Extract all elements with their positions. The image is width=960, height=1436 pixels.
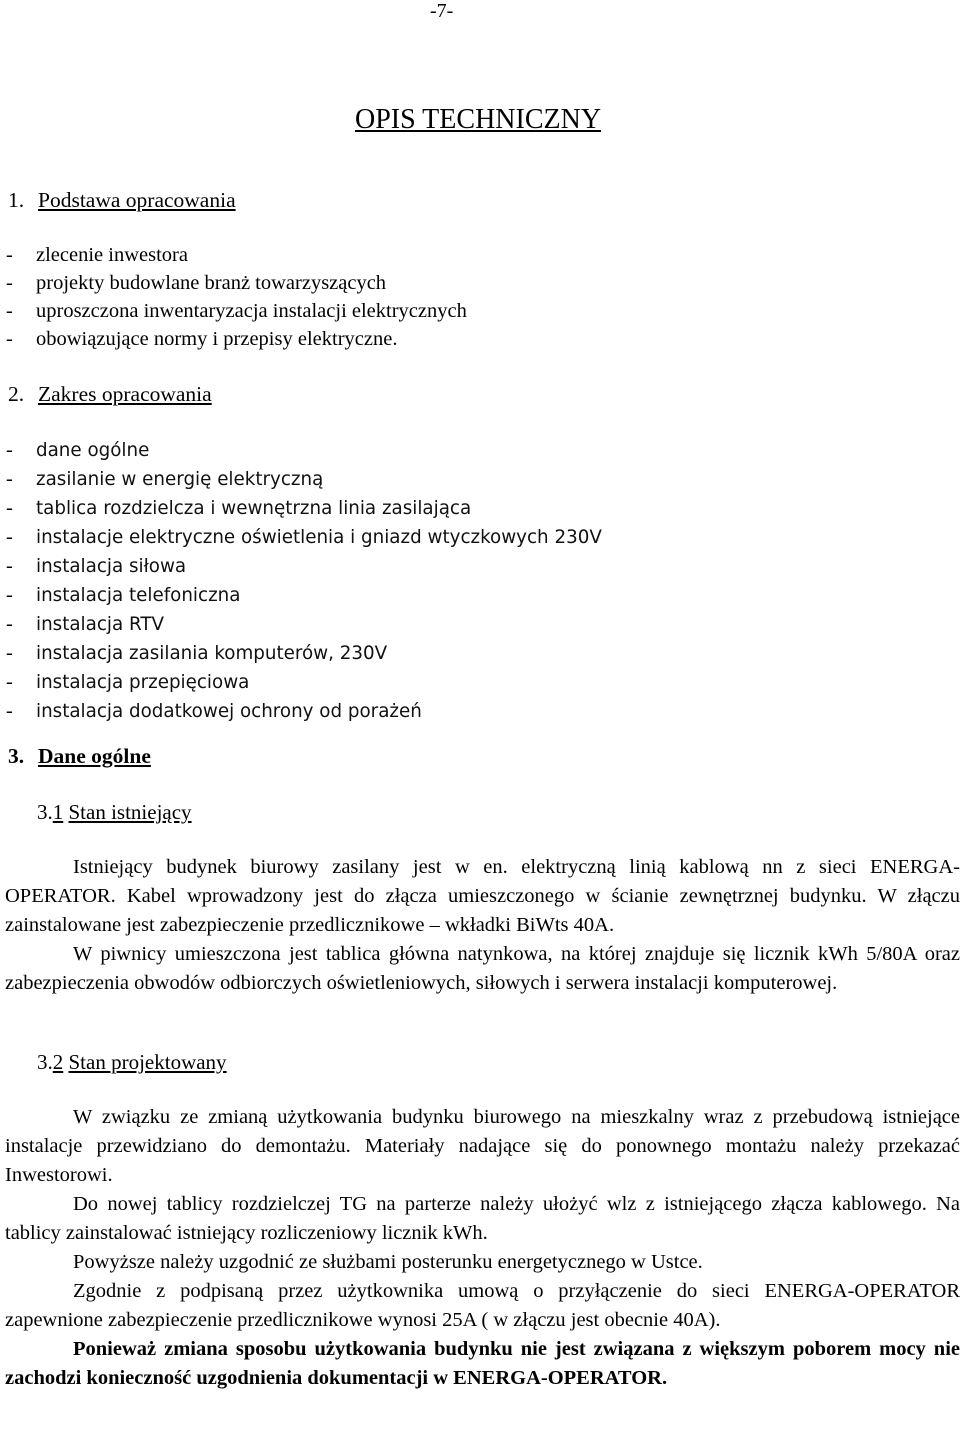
list-item: - instalacja przepięciowa [6,671,250,693]
page-number: -7- [430,0,454,22]
list-item: - dane ogólne [6,439,150,461]
document-title: OPIS TECHNICZNY [355,104,602,135]
section-1-list [5,241,467,353]
list-item: - instalacje elektryczne oświetlenia i gniazd wtyczkowych 230V [6,526,602,548]
list-item: - instalacja zasilania komputerów, 230V [6,642,388,664]
section-1-heading [8,186,236,215]
list-item: - instalacja telefoniczna [6,584,241,606]
section-1-number: 1. [8,188,25,212]
section-3-number: 3. [8,744,25,768]
paragraph: Istniejący budynek biurowy zasilany jest w en. elektryczną linią kablową nn z sieci ENERGA-OPERATOR. Kabel wprowadzony jest do złącza umieszczonego w ścianie zewnętrznej budynku. W złączu zainstalowane jest zabezpieczenie przedlicznikowe – wkładki BiWts 40A. [5,856,960,936]
list-item: - zasilanie w energię elektryczną [6,468,324,490]
paragraph: Do nowej tablicy rozdzielczej TG na parterze należy ułożyć wlz z istniejącego złącza kablowego. Na tablicy zainstalować istniejący rozliczeniowy licznik kWh. [5,1193,960,1244]
list-item: - zlecenie inwestora [6,244,188,266]
subsection-3-2-title: Stan projektowany [68,1050,227,1074]
paragraph: W piwnicy umieszczona jest tablica główna natynkowa, na której znajduje się licznik kWh 5/80A oraz zabezpieczenia obwodów odbiorczych oświetleniowych, siłowych i serwera instalacji komputerowej. [5,943,960,994]
paragraph: Zgodnie z podpisaną przez użytkownika umową o przyłączenie do sieci ENERGA-OPERATOR zapewnione zabezpieczenie przedlicznikowe wynosi 25A ( w złączu jest obecnie 40A). [5,1280,960,1331]
section-2-list [5,436,602,726]
section-2-number: 2. [8,382,25,406]
subsection-3-1-heading: 3.1 Stan istniejący [37,800,192,824]
list-item: - projekty budowlane branż towarzyszących [6,272,387,294]
paragraph: Powyższe należy uzgodnić ze służbami posterunku energetycznego w Ustce. [73,1251,703,1273]
paragraph: W związku ze zmianą użytkowania budynku biurowego na mieszkalny wraz z przebudową istniejące instalacje przewidziano do demontażu. Materiały nadające się do ponownego montażu należy przekazać Inwestorowi. [5,1106,960,1186]
section-2-title: Zakres opracowania [38,382,212,406]
subsection-3-2-body [5,1103,960,1393]
section-3-heading [8,742,151,771]
bold-note-paragraph: Ponieważ zmiana sposobu użytkowania budynku nie jest związana z większym poborem mocy nie zachodzi konieczność uzgodnienia dokumentacji w ENERGA-OPERATOR. [5,1338,960,1389]
list-item: - obowiązujące normy i przepisy elektryczne. [6,328,398,350]
section-2-heading [8,380,212,409]
subsection-3-1-title: Stan istniejący [68,800,192,824]
list-item: - instalacja RTV [6,613,165,635]
list-item: - instalacja dodatkowej ochrony od porażeń [6,700,422,722]
section-1-title: Podstawa opracowania [38,188,236,212]
subsection-3-1-body [5,853,960,998]
section-3-title: Dane ogólne [38,744,151,768]
list-item: - instalacja siłowa [6,555,187,577]
list-item: - tablica rozdzielcza i wewnętrzna linia zasilająca [6,497,472,519]
subsection-3-2-heading: 3.2 Stan projektowany [37,1050,227,1074]
list-item: - uproszczona inwentaryzacja instalacji elektrycznych [6,300,467,322]
